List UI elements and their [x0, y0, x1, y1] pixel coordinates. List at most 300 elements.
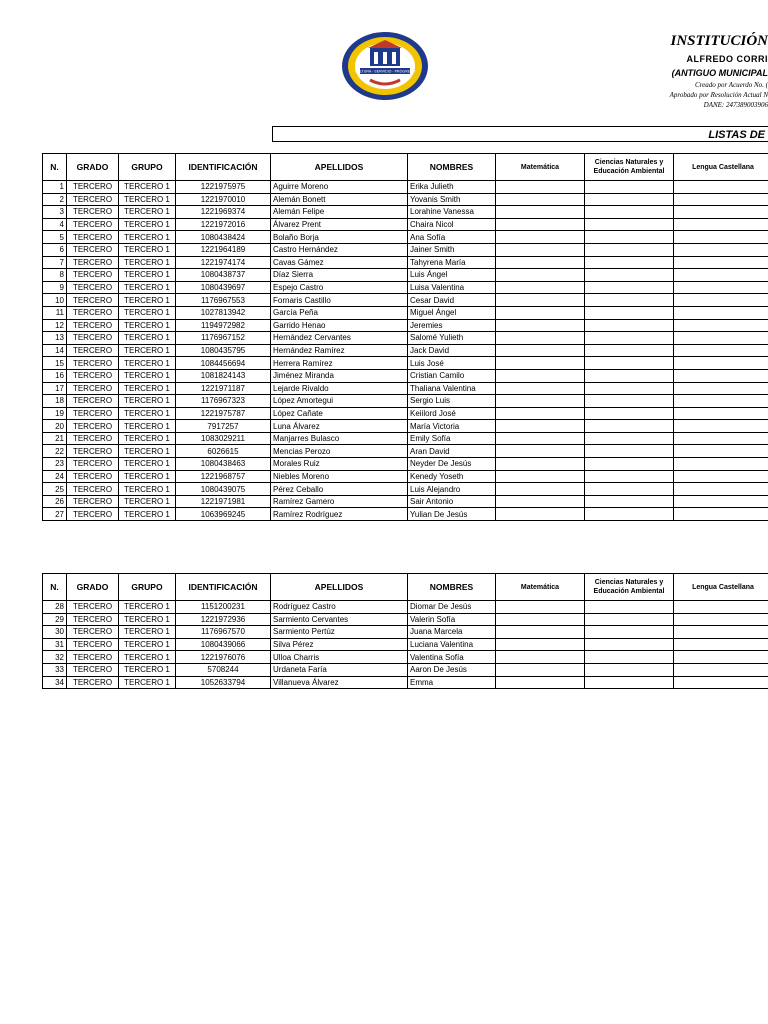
table-row: [43, 319, 768, 332]
col-spanish-grade-cell: [674, 432, 768, 445]
table-row: [43, 369, 768, 382]
col-science-grade-cell: [585, 294, 674, 307]
col-math-grade-cell: [496, 458, 585, 471]
col-math-grade-cell: [496, 663, 585, 676]
student-id: 1176967570: [176, 626, 271, 639]
col-science-grade-cell: [585, 508, 674, 521]
col-math-grade-cell: [496, 407, 585, 420]
student-first-names: Luis Alejandro: [408, 483, 496, 496]
student-first-names: Ana Sofía: [408, 231, 496, 244]
student-number: 7: [43, 256, 67, 269]
student-group: TERCERO 1: [119, 638, 176, 651]
table-row: [43, 269, 768, 282]
student-first-names: Lorahine Vanessa: [408, 206, 496, 219]
col-science-grade-cell: [585, 445, 674, 458]
col-math-grade-cell: [496, 344, 585, 357]
student-last-names: López Cañate: [271, 407, 408, 420]
table-row: [43, 626, 768, 639]
student-grade: TERCERO: [67, 306, 119, 319]
col-science-grade-cell: [585, 256, 674, 269]
student-id: 1221971981: [176, 495, 271, 508]
col-spanish-header: Lengua Castellana: [674, 154, 768, 181]
table-row: [43, 613, 768, 626]
table-header-row: [43, 574, 768, 601]
col-first-names-header: NOMBRES: [408, 574, 496, 601]
student-grade: TERCERO: [67, 181, 119, 194]
student-group: TERCERO 1: [119, 206, 176, 219]
col-math-grade-cell: [496, 193, 585, 206]
col-math-grade-cell: [496, 294, 585, 307]
student-number: 32: [43, 651, 67, 664]
col-spanish-grade-cell: [674, 332, 768, 345]
student-group: TERCERO 1: [119, 332, 176, 345]
student-id: 1221971187: [176, 382, 271, 395]
table-row: [43, 458, 768, 471]
student-group: TERCERO 1: [119, 395, 176, 408]
student-group: TERCERO 1: [119, 663, 176, 676]
student-last-names: Díaz Sierra: [271, 269, 408, 282]
student-first-names: Salomé Yulieth: [408, 332, 496, 345]
student-group: TERCERO 1: [119, 231, 176, 244]
student-last-names: López Amortegui: [271, 395, 408, 408]
student-group: TERCERO 1: [119, 294, 176, 307]
student-id: 1221969374: [176, 206, 271, 219]
student-id: 1081824143: [176, 369, 271, 382]
table-row: [43, 218, 768, 231]
student-grade: TERCERO: [67, 470, 119, 483]
student-first-names: Sair Antonio: [408, 495, 496, 508]
student-grade: TERCERO: [67, 369, 119, 382]
student-number: 27: [43, 508, 67, 521]
table-row: [43, 638, 768, 651]
col-math-grade-cell: [496, 281, 585, 294]
col-spanish-grade-cell: [674, 382, 768, 395]
student-first-names: Jainer Smith: [408, 243, 496, 256]
col-science-grade-cell: [585, 626, 674, 639]
col-science-grade-cell: [585, 231, 674, 244]
student-grade: TERCERO: [67, 294, 119, 307]
student-number: 8: [43, 269, 67, 282]
col-spanish-grade-cell: [674, 357, 768, 370]
student-id: 1080438737: [176, 269, 271, 282]
student-number: 13: [43, 332, 67, 345]
student-first-names: Kenedy Yoseth: [408, 470, 496, 483]
student-last-names: Rodríguez Castro: [271, 601, 408, 614]
student-last-names: Sarmiento Pertúz: [271, 626, 408, 639]
student-number: 3: [43, 206, 67, 219]
student-group: TERCERO 1: [119, 432, 176, 445]
student-group: TERCERO 1: [119, 420, 176, 433]
student-group: TERCERO 1: [119, 651, 176, 664]
col-math-grade-cell: [496, 483, 585, 496]
col-math-grade-cell: [496, 470, 585, 483]
col-identification-header: IDENTIFICACIÓN: [176, 154, 271, 181]
col-math-grade-cell: [496, 382, 585, 395]
table-row: [43, 281, 768, 294]
col-math-grade-cell: [496, 369, 585, 382]
student-number: 19: [43, 407, 67, 420]
table-row: [43, 601, 768, 614]
student-first-names: Yulian De Jesús: [408, 508, 496, 521]
col-spanish-grade-cell: [674, 395, 768, 408]
col-science-grade-cell: [585, 319, 674, 332]
student-number: 25: [43, 483, 67, 496]
col-spanish-grade-cell: [674, 193, 768, 206]
student-number: 18: [43, 395, 67, 408]
student-group: TERCERO 1: [119, 269, 176, 282]
col-math-grade-cell: [496, 357, 585, 370]
student-last-names: Bolaño Borja: [271, 231, 408, 244]
student-last-names: Pérez Ceballo: [271, 483, 408, 496]
student-number: 14: [43, 344, 67, 357]
student-id: 1027813942: [176, 306, 271, 319]
student-id: 1080439066: [176, 638, 271, 651]
col-math-header: Matemática: [496, 574, 585, 601]
student-number: 5: [43, 231, 67, 244]
col-last-names-header: APELLIDOS: [271, 154, 408, 181]
student-id: 5708244: [176, 663, 271, 676]
col-grade-header: GRADO: [67, 154, 119, 181]
col-math-grade-cell: [496, 445, 585, 458]
student-grade: TERCERO: [67, 332, 119, 345]
student-number: 31: [43, 638, 67, 651]
list-title: LISTAS DE: [708, 129, 765, 141]
student-first-names: Diomar De Jesús: [408, 601, 496, 614]
table-row: [43, 432, 768, 445]
student-last-names: Silva Pérez: [271, 638, 408, 651]
school-name: ALFREDO CORRI: [686, 54, 768, 64]
col-math-grade-cell: [496, 420, 585, 433]
student-last-names: Espejo Castro: [271, 281, 408, 294]
student-number: 4: [43, 218, 67, 231]
table-row: [43, 294, 768, 307]
student-id: 1080435795: [176, 344, 271, 357]
student-group: TERCERO 1: [119, 445, 176, 458]
col-group-header: GRUPO: [119, 574, 176, 601]
table-row: [43, 407, 768, 420]
col-science-grade-cell: [585, 382, 674, 395]
student-grade: TERCERO: [67, 495, 119, 508]
col-math-grade-cell: [496, 231, 585, 244]
table-row: [43, 483, 768, 496]
student-grade: TERCERO: [67, 281, 119, 294]
student-id: 1221970010: [176, 193, 271, 206]
student-id: 1221974174: [176, 256, 271, 269]
student-number: 29: [43, 613, 67, 626]
col-science-header: Ciencias Naturales y Educación Ambiental: [585, 574, 674, 601]
col-spanish-grade-cell: [674, 651, 768, 664]
table-row: [43, 663, 768, 676]
school-crest-logo: [340, 30, 430, 102]
student-grade: TERCERO: [67, 458, 119, 471]
student-grade: TERCERO: [67, 601, 119, 614]
student-id: 1194972982: [176, 319, 271, 332]
table-row: [43, 193, 768, 206]
student-last-names: Castro Hernández: [271, 243, 408, 256]
table-row: [43, 495, 768, 508]
student-number: 26: [43, 495, 67, 508]
col-math-grade-cell: [496, 181, 585, 194]
student-group: TERCERO 1: [119, 218, 176, 231]
student-id: 1052633794: [176, 676, 271, 689]
student-group: TERCERO 1: [119, 626, 176, 639]
col-number-header: N.: [43, 574, 67, 601]
student-grade: TERCERO: [67, 508, 119, 521]
student-grade: TERCERO: [67, 256, 119, 269]
col-last-names-header: APELLIDOS: [271, 574, 408, 601]
table-row: [43, 332, 768, 345]
student-id: 1083029211: [176, 432, 271, 445]
student-last-names: Fornaris Castillo: [271, 294, 408, 307]
student-grade: TERCERO: [67, 193, 119, 206]
student-last-names: Urdaneta Faría: [271, 663, 408, 676]
student-id: 1080439075: [176, 483, 271, 496]
student-group: TERCERO 1: [119, 495, 176, 508]
student-grade: TERCERO: [67, 638, 119, 651]
col-spanish-grade-cell: [674, 256, 768, 269]
col-spanish-grade-cell: [674, 294, 768, 307]
col-spanish-grade-cell: [674, 638, 768, 651]
student-grade: TERCERO: [67, 344, 119, 357]
col-math-grade-cell: [496, 206, 585, 219]
student-group: TERCERO 1: [119, 676, 176, 689]
student-last-names: Manjarres Bulasco: [271, 432, 408, 445]
student-first-names: Chaira Nicol: [408, 218, 496, 231]
col-science-grade-cell: [585, 181, 674, 194]
student-number: 28: [43, 601, 67, 614]
student-number: 1: [43, 181, 67, 194]
col-spanish-grade-cell: [674, 495, 768, 508]
list-title-box: [272, 126, 768, 142]
col-science-grade-cell: [585, 601, 674, 614]
student-group: TERCERO 1: [119, 407, 176, 420]
table-row: [43, 357, 768, 370]
col-spanish-grade-cell: [674, 319, 768, 332]
student-id: 6026615: [176, 445, 271, 458]
col-math-header: Matemática: [496, 154, 585, 181]
student-group: TERCERO 1: [119, 382, 176, 395]
student-number: 17: [43, 382, 67, 395]
col-math-grade-cell: [496, 269, 585, 282]
col-spanish-grade-cell: [674, 231, 768, 244]
student-first-names: Emma: [408, 676, 496, 689]
table-row: [43, 651, 768, 664]
student-grade: TERCERO: [67, 663, 119, 676]
col-science-grade-cell: [585, 638, 674, 651]
col-spanish-grade-cell: [674, 483, 768, 496]
col-science-grade-cell: [585, 243, 674, 256]
student-number: 16: [43, 369, 67, 382]
col-math-grade-cell: [496, 243, 585, 256]
student-number: 15: [43, 357, 67, 370]
col-math-grade-cell: [496, 319, 585, 332]
student-last-names: Aguirre Moreno: [271, 181, 408, 194]
col-science-grade-cell: [585, 344, 674, 357]
student-id: 1221972936: [176, 613, 271, 626]
table-row: [43, 395, 768, 408]
col-spanish-grade-cell: [674, 508, 768, 521]
col-spanish-grade-cell: [674, 458, 768, 471]
col-math-grade-cell: [496, 332, 585, 345]
col-spanish-grade-cell: [674, 613, 768, 626]
student-last-names: Ramírez Gamero: [271, 495, 408, 508]
col-science-grade-cell: [585, 395, 674, 408]
student-number: 2: [43, 193, 67, 206]
dane-code: DANE: 247389003906: [703, 101, 768, 109]
col-science-grade-cell: [585, 206, 674, 219]
col-math-grade-cell: [496, 495, 585, 508]
col-science-grade-cell: [585, 369, 674, 382]
student-number: 6: [43, 243, 67, 256]
col-math-grade-cell: [496, 395, 585, 408]
student-id: 1063969245: [176, 508, 271, 521]
col-science-grade-cell: [585, 676, 674, 689]
student-first-names: Juana Marcela: [408, 626, 496, 639]
col-science-grade-cell: [585, 458, 674, 471]
student-first-names: Luisa Valentina: [408, 281, 496, 294]
table-row: [43, 256, 768, 269]
student-group: TERCERO 1: [119, 181, 176, 194]
student-first-names: Valerin Sofía: [408, 613, 496, 626]
student-last-names: Cavas Gámez: [271, 256, 408, 269]
col-math-grade-cell: [496, 218, 585, 231]
student-id: 1080438424: [176, 231, 271, 244]
student-id: 1176967152: [176, 332, 271, 345]
student-last-names: Jiménez Miranda: [271, 369, 408, 382]
student-id: 1221964189: [176, 243, 271, 256]
student-last-names: Ramírez Rodríguez: [271, 508, 408, 521]
col-science-grade-cell: [585, 470, 674, 483]
col-science-grade-cell: [585, 218, 674, 231]
col-science-grade-cell: [585, 663, 674, 676]
student-id: 7917257: [176, 420, 271, 433]
student-group: TERCERO 1: [119, 458, 176, 471]
student-grade: TERCERO: [67, 218, 119, 231]
student-grade: TERCERO: [67, 357, 119, 370]
student-group: TERCERO 1: [119, 508, 176, 521]
col-science-grade-cell: [585, 613, 674, 626]
student-first-names: Thaliana Valentina: [408, 382, 496, 395]
student-grade: TERCERO: [67, 395, 119, 408]
student-first-names: Emily Sofía: [408, 432, 496, 445]
student-id: 1221976076: [176, 651, 271, 664]
student-number: 9: [43, 281, 67, 294]
col-spanish-grade-cell: [674, 181, 768, 194]
student-last-names: Alemán Felipe: [271, 206, 408, 219]
table-row: [43, 243, 768, 256]
student-first-names: María Victoria: [408, 420, 496, 433]
student-grade: TERCERO: [67, 382, 119, 395]
student-grade: TERCERO: [67, 445, 119, 458]
student-id: 1176967553: [176, 294, 271, 307]
col-first-names-header: NOMBRES: [408, 154, 496, 181]
col-science-grade-cell: [585, 306, 674, 319]
student-last-names: Ulloa Charris: [271, 651, 408, 664]
student-first-names: Tahyrena María: [408, 256, 496, 269]
student-id: 1221972016: [176, 218, 271, 231]
student-roster-table-2: [42, 573, 768, 689]
student-id: 1080438463: [176, 458, 271, 471]
student-id: 1176967323: [176, 395, 271, 408]
student-id: 1221968757: [176, 470, 271, 483]
col-science-grade-cell: [585, 357, 674, 370]
student-first-names: Aran David: [408, 445, 496, 458]
col-science-grade-cell: [585, 651, 674, 664]
student-first-names: Cristian Camilo: [408, 369, 496, 382]
col-math-grade-cell: [496, 508, 585, 521]
col-spanish-grade-cell: [674, 306, 768, 319]
table-header-row: [43, 154, 768, 181]
col-spanish-grade-cell: [674, 601, 768, 614]
col-science-grade-cell: [585, 420, 674, 433]
col-math-grade-cell: [496, 432, 585, 445]
creation-decree: Creado por Acuerdo No. (: [694, 81, 768, 89]
student-grade: TERCERO: [67, 206, 119, 219]
col-spanish-grade-cell: [674, 676, 768, 689]
student-number: 30: [43, 626, 67, 639]
student-last-names: Alemán Bonett: [271, 193, 408, 206]
col-spanish-grade-cell: [674, 218, 768, 231]
col-identification-header: IDENTIFICACIÓN: [176, 574, 271, 601]
col-number-header: N.: [43, 154, 67, 181]
student-number: 34: [43, 676, 67, 689]
student-number: 22: [43, 445, 67, 458]
student-number: 11: [43, 306, 67, 319]
student-grade: TERCERO: [67, 319, 119, 332]
student-number: 21: [43, 432, 67, 445]
student-grade: TERCERO: [67, 407, 119, 420]
student-group: TERCERO 1: [119, 470, 176, 483]
student-group: TERCERO 1: [119, 319, 176, 332]
col-math-grade-cell: [496, 651, 585, 664]
col-science-grade-cell: [585, 332, 674, 345]
logo-motto: CULTURA - SERVICIO - PROGRESO: [354, 69, 416, 74]
student-last-names: Morales Ruiz: [271, 458, 408, 471]
col-spanish-grade-cell: [674, 369, 768, 382]
student-grade: TERCERO: [67, 231, 119, 244]
student-last-names: Álvarez Prent: [271, 218, 408, 231]
student-last-names: Niebles Moreno: [271, 470, 408, 483]
table-row: [43, 206, 768, 219]
col-spanish-grade-cell: [674, 206, 768, 219]
student-number: 24: [43, 470, 67, 483]
student-grade: TERCERO: [67, 483, 119, 496]
col-spanish-grade-cell: [674, 407, 768, 420]
student-first-names: Neyder De Jesús: [408, 458, 496, 471]
student-first-names: Luciana Valentina: [408, 638, 496, 651]
student-grade: TERCERO: [67, 676, 119, 689]
table-row: [43, 181, 768, 194]
student-group: TERCERO 1: [119, 243, 176, 256]
student-grade: TERCERO: [67, 269, 119, 282]
institution-title: INSTITUCIÓN: [670, 33, 768, 49]
student-last-names: Sarmiento Cervantes: [271, 613, 408, 626]
col-spanish-grade-cell: [674, 626, 768, 639]
student-grade: TERCERO: [67, 420, 119, 433]
col-spanish-grade-cell: [674, 445, 768, 458]
col-math-grade-cell: [496, 638, 585, 651]
col-science-grade-cell: [585, 432, 674, 445]
student-roster-table-1: [42, 153, 768, 521]
student-number: 33: [43, 663, 67, 676]
student-last-names: García Peña: [271, 306, 408, 319]
student-number: 12: [43, 319, 67, 332]
student-first-names: Luis Ángel: [408, 269, 496, 282]
col-science-header: Ciencias Naturales y Educación Ambiental: [585, 154, 674, 181]
student-first-names: Miguel Ángel: [408, 306, 496, 319]
col-math-grade-cell: [496, 306, 585, 319]
col-science-grade-cell: [585, 281, 674, 294]
